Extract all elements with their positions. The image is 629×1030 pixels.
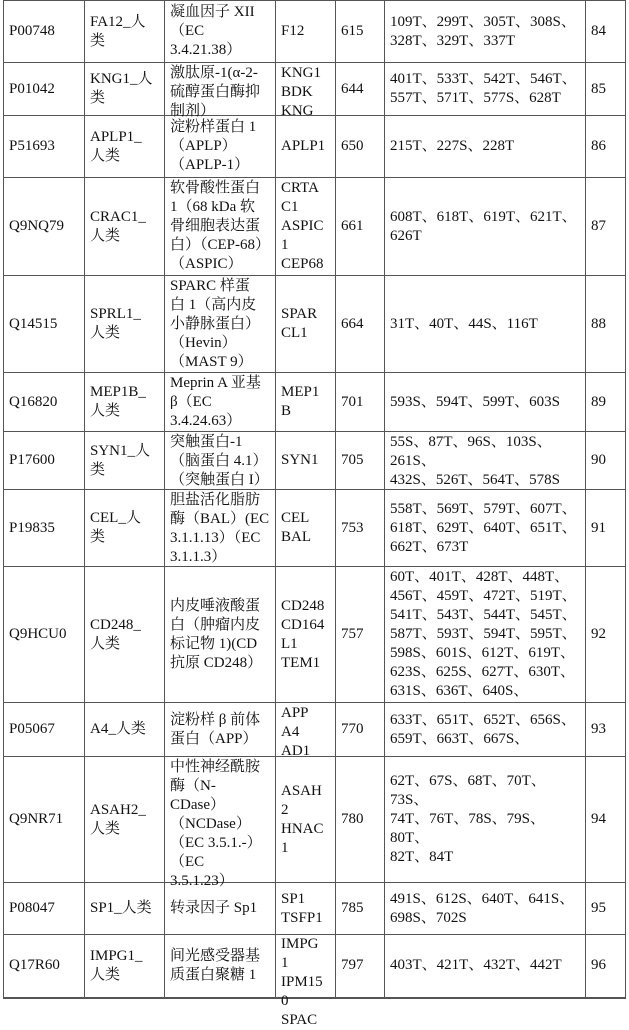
table-row <box>4 116 626 178</box>
glycosylation-sites-cell-text: 401T、533T、542T、546T、 557T、571T、577S、628T <box>390 70 580 108</box>
length-cell <box>336 883 385 935</box>
entry-name-cell-text: CEL_人 类 <box>90 509 159 547</box>
gene-name-cell <box>276 63 336 116</box>
protein-glycosylation-table <box>3 0 626 999</box>
length-cell <box>336 935 385 998</box>
length-cell-text: 757 <box>341 625 379 644</box>
table-row <box>4 432 626 490</box>
sequence-number-cell <box>586 63 626 116</box>
entry-name-cell <box>85 883 165 935</box>
gene-name-cell-text: F12 <box>281 22 330 41</box>
gene-name-cell-text: ASAH 2 HNAC 1 <box>281 782 330 858</box>
sequence-number-cell-text: 90 <box>591 451 620 470</box>
accession-cell <box>4 567 85 703</box>
protein-description-cell <box>165 373 276 432</box>
sequence-number-cell <box>586 1 626 63</box>
length-cell <box>336 432 385 490</box>
protein-description-cell <box>165 567 276 703</box>
accession-cell <box>4 490 85 567</box>
length-cell <box>336 116 385 178</box>
sequence-number-cell <box>586 883 626 935</box>
accession-cell <box>4 1 85 63</box>
protein-description-cell-text: 淀粉样 β 前体 蛋白（APP） <box>170 711 270 749</box>
glycosylation-sites-cell <box>385 757 586 883</box>
accession-cell <box>4 116 85 178</box>
gene-name-cell <box>276 883 336 935</box>
protein-description-cell <box>165 757 276 883</box>
glycosylation-sites-cell <box>385 1 586 63</box>
entry-name-cell-text: CD248_ 人类 <box>90 616 159 654</box>
table-row <box>4 935 626 998</box>
glycosylation-sites-cell-text: 558T、569T、579T、607T、 618T、629T、640T、651T、 662T、673T <box>390 500 580 557</box>
sequence-number-cell-text: 89 <box>591 393 620 412</box>
sequence-number-cell-text: 91 <box>591 519 620 538</box>
protein-description-cell <box>165 63 276 116</box>
table-row <box>4 1 626 63</box>
gene-name-cell-text: CD248 CD164 L1 TEM1 <box>281 597 330 673</box>
gene-name-cell-text: CEL BAL <box>281 509 330 547</box>
gene-name-cell-text: APLP1 <box>281 137 330 156</box>
protein-description-cell-text: 激肽原-1(α-2- 硫醇蛋白酶抑 制剂） <box>170 64 270 115</box>
accession-cell-text: Q14515 <box>9 315 79 334</box>
glycosylation-sites-cell <box>385 883 586 935</box>
glycosylation-sites-cell <box>385 935 586 998</box>
accession-cell <box>4 373 85 432</box>
protein-description-cell <box>165 1 276 63</box>
accession-cell-text: P05067 <box>9 720 79 739</box>
accession-cell-text: Q9HCU0 <box>9 625 79 644</box>
entry-name-cell <box>85 490 165 567</box>
gene-name-cell <box>276 276 336 373</box>
table-row <box>4 178 626 276</box>
length-cell <box>336 276 385 373</box>
length-cell-text: 615 <box>341 22 379 41</box>
length-cell <box>336 1 385 63</box>
sequence-number-cell-text: 84 <box>591 22 620 41</box>
protein-description-cell <box>165 935 276 998</box>
glycosylation-sites-cell <box>385 567 586 703</box>
protein-description-cell-text: SPARC 样蛋 白 1（高内皮 小静脉蛋白） （Hevin） （MAST 9） <box>170 277 270 372</box>
table-row <box>4 703 626 757</box>
entry-name-cell-text: KNG1_人 类 <box>90 70 159 108</box>
entry-name-cell <box>85 1 165 63</box>
accession-cell <box>4 703 85 757</box>
accession-cell-text: Q17R60 <box>9 956 79 975</box>
length-cell-text: 664 <box>341 315 379 334</box>
sequence-number-cell-text: 96 <box>591 956 620 975</box>
gene-name-cell <box>276 935 336 998</box>
accession-cell <box>4 276 85 373</box>
glycosylation-sites-cell <box>385 373 586 432</box>
length-cell-text: 705 <box>341 451 379 470</box>
protein-description-cell <box>165 178 276 276</box>
sequence-number-cell <box>586 703 626 757</box>
gene-name-cell <box>276 432 336 490</box>
glycosylation-sites-cell <box>385 178 586 276</box>
sequence-number-cell <box>586 373 626 432</box>
accession-cell <box>4 432 85 490</box>
gene-name-cell-text: KNG1 BDK KNG <box>281 64 330 115</box>
entry-name-cell-text: SYN1_人 类 <box>90 442 159 480</box>
glycosylation-sites-cell-text: 55S、87T、96S、103S、261S、 432S、526T、564T、578S <box>390 433 580 489</box>
gene-name-cell <box>276 373 336 432</box>
protein-description-cell-text: 间光感受器基 质蛋白聚糖 1 <box>170 947 270 985</box>
glycosylation-sites-cell-text: 593S、594T、599T、603S <box>390 393 580 412</box>
glycosylation-sites-cell <box>385 63 586 116</box>
gene-name-cell <box>276 703 336 757</box>
sequence-number-cell-text: 94 <box>591 810 620 829</box>
glycosylation-sites-cell <box>385 116 586 178</box>
protein-description-cell <box>165 432 276 490</box>
table-row <box>4 757 626 883</box>
sequence-number-cell <box>586 757 626 883</box>
table-row <box>4 567 626 703</box>
gene-name-cell-text: CRTA C1 ASPIC 1 CEP68 <box>281 179 330 274</box>
glycosylation-sites-cell-text: 403T、421T、432T、442T <box>390 956 580 975</box>
gene-name-cell-text: SPAR CL1 <box>281 305 330 343</box>
length-cell-text: 701 <box>341 393 379 412</box>
protein-description-cell-text: 突触蛋白-1 （脑蛋白 4.1） （突触蛋白 I） <box>170 433 270 489</box>
length-cell-text: 770 <box>341 720 379 739</box>
entry-name-cell <box>85 373 165 432</box>
accession-cell <box>4 757 85 883</box>
glycosylation-sites-cell-text: 633T、651T、652T、656S、 659T、663T、667S、 <box>390 711 580 749</box>
glycosylation-sites-cell <box>385 703 586 757</box>
protein-description-cell-text: 胆盐活化脂肪 酶（BAL）(EC 3.1.1.13）（EC 3.1.1.3） <box>170 491 270 566</box>
entry-name-cell-text: MEP1B_ 人类 <box>90 383 159 421</box>
length-cell-text: 797 <box>341 956 379 975</box>
protein-description-cell <box>165 276 276 373</box>
glycosylation-sites-cell <box>385 432 586 490</box>
glycosylation-sites-cell <box>385 490 586 567</box>
protein-description-cell <box>165 490 276 567</box>
accession-cell-text: P17600 <box>9 451 79 470</box>
sequence-number-cell <box>586 567 626 703</box>
glycosylation-sites-cell-text: 608T、618T、619T、621T、 626T <box>390 208 580 246</box>
glycosylation-sites-cell-text: 215T、227S、228T <box>390 137 580 156</box>
gene-name-cell <box>276 757 336 883</box>
length-cell-text: 650 <box>341 137 379 156</box>
accession-cell-text: P00748 <box>9 22 79 41</box>
entry-name-cell <box>85 567 165 703</box>
entry-name-cell <box>85 432 165 490</box>
gene-name-cell <box>276 567 336 703</box>
entry-name-cell <box>85 276 165 373</box>
accession-cell-text: P19835 <box>9 519 79 538</box>
length-cell-text: 661 <box>341 217 379 236</box>
length-cell <box>336 178 385 276</box>
length-cell <box>336 373 385 432</box>
entry-name-cell-text: ASAH2_ 人类 <box>90 801 159 839</box>
length-cell <box>336 490 385 567</box>
accession-cell-text: P01042 <box>9 80 79 99</box>
gene-name-cell-text: SP1 TSFP1 <box>281 890 330 928</box>
sequence-number-cell-text: 88 <box>591 315 620 334</box>
length-cell <box>336 567 385 703</box>
entry-name-cell-text: SP1_人类 <box>90 899 159 918</box>
entry-name-cell <box>85 116 165 178</box>
sequence-number-cell <box>586 432 626 490</box>
entry-name-cell <box>85 178 165 276</box>
gene-name-cell <box>276 178 336 276</box>
table-row <box>4 276 626 373</box>
gene-name-cell-text: SYN1 <box>281 451 330 470</box>
entry-name-cell-text: SPRL1_ 人类 <box>90 305 159 343</box>
length-cell <box>336 757 385 883</box>
glycosylation-sites-cell-text: 31T、40T、44S、116T <box>390 315 580 334</box>
accession-cell <box>4 883 85 935</box>
length-cell-text: 644 <box>341 80 379 99</box>
gene-name-cell-text: MEP1 B <box>281 383 330 421</box>
protein-description-cell-text: 转录因子 Sp1 <box>170 899 270 918</box>
sequence-number-cell <box>586 276 626 373</box>
entry-name-cell-text: CRAC1_ 人类 <box>90 208 159 246</box>
sequence-number-cell-text: 87 <box>591 217 620 236</box>
length-cell <box>336 703 385 757</box>
gene-name-cell <box>276 490 336 567</box>
gene-name-cell <box>276 116 336 178</box>
sequence-number-cell-text: 95 <box>591 899 620 918</box>
protein-description-cell-text: 软骨酸性蛋白 1（68 kDa 软 骨细胞表达蛋 白）（CEP-68） （ASPIC） <box>170 179 270 274</box>
entry-name-cell-text: IMPG1_ 人类 <box>90 947 159 985</box>
length-cell-text: 753 <box>341 519 379 538</box>
sequence-number-cell <box>586 116 626 178</box>
entry-name-cell <box>85 703 165 757</box>
sequence-number-cell-text: 92 <box>591 625 620 644</box>
sequence-number-cell-text: 93 <box>591 720 620 739</box>
glycosylation-sites-cell-text: 491S、612S、640T、641S、 698S、702S <box>390 890 580 928</box>
protein-description-cell-text: Meprin A 亚基 β（EC 3.4.24.63） <box>170 374 270 431</box>
glycosylation-sites-cell <box>385 276 586 373</box>
length-cell-text: 780 <box>341 810 379 829</box>
table-row <box>4 490 626 567</box>
length-cell-text: 785 <box>341 899 379 918</box>
gene-name-cell-text: IMPG 1 IPM15 0 SPAC <box>281 935 330 996</box>
protein-description-cell-text: 内皮唾液酸蛋 白（肿瘤内皮 标记物 1)(CD 抗原 CD248） <box>170 597 270 673</box>
entry-name-cell-text: FA12_人 类 <box>90 13 159 51</box>
sequence-number-cell <box>586 178 626 276</box>
glycosylation-sites-cell-text: 62T、67S、68T、70T、73S、 74T、76T、78S、79S、80T、 82T、84T <box>390 772 580 867</box>
gene-name-cell-text: APP A4 AD1 <box>281 704 330 756</box>
length-cell <box>336 63 385 116</box>
sequence-number-cell-text: 85 <box>591 80 620 99</box>
accession-cell-text: Q16820 <box>9 393 79 412</box>
gene-name-cell <box>276 1 336 63</box>
accession-cell-text: Q9NQ79 <box>9 217 79 236</box>
protein-description-cell <box>165 703 276 757</box>
entry-name-cell <box>85 757 165 883</box>
entry-name-cell-text: APLP1_ 人类 <box>90 128 159 166</box>
accession-cell <box>4 178 85 276</box>
protein-description-cell-text: 凝血因子 XII （EC 3.4.21.38） <box>170 3 270 60</box>
protein-description-cell-text: 中性神经酰胺 酶（N-CDase） （NCDase） （EC 3.5.1.-） （EC 3.5.1.23） <box>170 758 270 882</box>
accession-cell <box>4 935 85 998</box>
accession-cell-text: Q9NR71 <box>9 810 79 829</box>
table-row <box>4 63 626 116</box>
protein-description-cell <box>165 116 276 178</box>
sequence-number-cell <box>586 490 626 567</box>
entry-name-cell-text: A4_人类 <box>90 720 159 739</box>
sequence-number-cell-text: 86 <box>591 137 620 156</box>
accession-cell <box>4 63 85 116</box>
accession-cell-text: P51693 <box>9 137 79 156</box>
accession-cell-text: P08047 <box>9 899 79 918</box>
glycosylation-sites-cell-text: 109T、299T、305T、308S、 328T、329T、337T <box>390 13 580 51</box>
sequence-number-cell <box>586 935 626 998</box>
entry-name-cell <box>85 935 165 998</box>
table-row <box>4 883 626 935</box>
table-row <box>4 373 626 432</box>
glycosylation-sites-cell-text: 60T、401T、428T、448T、 456T、459T、472T、519T、 541T、543T、544T、545T、 587T、593T、594T、595T、 598S、601S、612T、619T、 623S、625S、627T、630T、 631S、636T、640S、 <box>390 568 580 701</box>
entry-name-cell <box>85 63 165 116</box>
protein-description-cell-text: 淀粉样蛋白 1 （APLP） （APLP-1） <box>170 118 270 175</box>
